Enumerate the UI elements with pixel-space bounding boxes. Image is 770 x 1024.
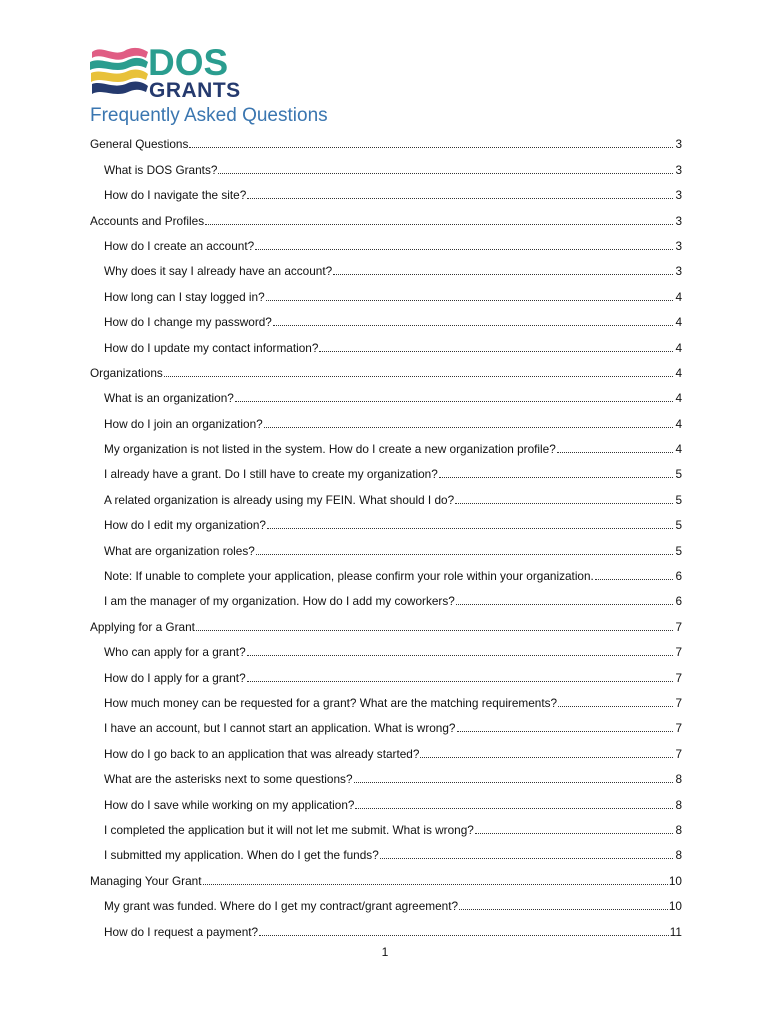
toc-question-entry[interactable] bbox=[90, 662, 682, 687]
toc-dot-leader bbox=[459, 908, 668, 910]
toc-dot-leader bbox=[380, 857, 673, 859]
toc-entry-title: Who can apply for a grant? bbox=[104, 645, 246, 660]
toc-question-entry[interactable] bbox=[90, 307, 682, 332]
toc-entry-page: 7 bbox=[675, 670, 682, 685]
toc-entry-page: 10 bbox=[668, 873, 682, 888]
toc-question-entry[interactable] bbox=[90, 561, 682, 586]
toc-question-entry[interactable] bbox=[90, 281, 682, 306]
toc-entry-page: 6 bbox=[675, 569, 682, 584]
toc-question-entry[interactable] bbox=[90, 180, 682, 205]
toc-entry-title: How do I edit my organization? bbox=[104, 518, 266, 533]
toc-entry-title: What is an organization? bbox=[104, 391, 234, 406]
toc-dot-leader bbox=[264, 426, 673, 428]
toc-entry-page: 4 bbox=[675, 340, 682, 355]
toc-dot-leader bbox=[457, 730, 674, 732]
toc-entry-title: How do I navigate the site? bbox=[104, 188, 247, 203]
toc-entry-title: What is DOS Grants? bbox=[104, 162, 218, 177]
toc-question-entry[interactable] bbox=[90, 408, 682, 433]
toc-entry-title: I am the manager of my organization. How do I add my coworkers? bbox=[104, 594, 455, 609]
dos-grants-logo bbox=[88, 42, 241, 102]
toc-entry-title: Note: If unable to complete your application, please confirm your role within your organization. bbox=[104, 569, 594, 584]
toc-question-entry[interactable] bbox=[90, 256, 682, 281]
toc-dot-leader bbox=[475, 832, 673, 834]
toc-question-entry[interactable] bbox=[90, 637, 682, 662]
logo-text-grants: GRANTS bbox=[149, 79, 241, 102]
toc-entry-page: 3 bbox=[675, 238, 682, 253]
table-of-contents bbox=[90, 129, 682, 942]
toc-dot-leader bbox=[235, 400, 673, 402]
toc-entry-title: How long can I stay logged in? bbox=[104, 289, 265, 304]
toc-entry-page: 8 bbox=[675, 822, 682, 837]
toc-dot-leader bbox=[355, 807, 673, 809]
toc-dot-leader bbox=[259, 934, 669, 936]
toc-dot-leader bbox=[420, 756, 673, 758]
toc-entry-page: 3 bbox=[675, 188, 682, 203]
toc-dot-leader bbox=[205, 223, 673, 225]
toc-entry-page: 3 bbox=[675, 264, 682, 279]
toc-entry-page: 3 bbox=[675, 213, 682, 228]
toc-dot-leader bbox=[203, 883, 668, 885]
toc-dot-leader bbox=[266, 299, 673, 301]
toc-entry-page: 4 bbox=[675, 289, 682, 304]
toc-question-entry[interactable] bbox=[90, 231, 682, 256]
toc-entry-title: How do I join an organization? bbox=[104, 416, 263, 431]
toc-dot-leader bbox=[558, 705, 673, 707]
toc-section-entry[interactable] bbox=[90, 611, 682, 636]
toc-dot-leader bbox=[189, 146, 673, 148]
toc-dot-leader bbox=[247, 654, 673, 656]
toc-entry-title: What are organization roles? bbox=[104, 543, 255, 558]
toc-question-entry[interactable] bbox=[90, 789, 682, 814]
toc-entry-title: How do I create an account? bbox=[104, 238, 255, 253]
toc-question-entry[interactable] bbox=[90, 815, 682, 840]
toc-entry-title: I submitted my application. When do I get the funds? bbox=[104, 848, 379, 863]
page-number: 1 bbox=[381, 945, 389, 959]
toc-entry-title: How do I go back to an application that was already started? bbox=[104, 746, 420, 761]
toc-dot-leader bbox=[354, 781, 673, 783]
toc-entry-page: 3 bbox=[675, 162, 682, 177]
toc-dot-leader bbox=[267, 527, 673, 529]
toc-entry-title: What are the asterisks next to some questions? bbox=[104, 772, 353, 787]
toc-dot-leader bbox=[247, 680, 673, 682]
toc-dot-leader bbox=[196, 629, 673, 631]
toc-dot-leader bbox=[456, 603, 673, 605]
toc-dot-leader bbox=[247, 197, 673, 199]
logo-text-dos: DOS bbox=[148, 42, 229, 83]
toc-entry-page: 8 bbox=[675, 772, 682, 787]
toc-dot-leader bbox=[595, 578, 673, 580]
toc-question-entry[interactable] bbox=[90, 434, 682, 459]
toc-entry-page: 5 bbox=[675, 543, 682, 558]
toc-question-entry[interactable] bbox=[90, 916, 682, 941]
toc-question-entry[interactable] bbox=[90, 510, 682, 535]
toc-dot-leader bbox=[256, 553, 673, 555]
toc-question-entry[interactable] bbox=[90, 713, 682, 738]
toc-entry-title: My grant was funded. Where do I get my contract/grant agreement? bbox=[104, 899, 459, 914]
toc-section-entry[interactable] bbox=[90, 865, 682, 890]
toc-entry-page: 7 bbox=[675, 695, 682, 710]
document-title: Frequently Asked Questions bbox=[90, 105, 328, 126]
logo-waves-icon bbox=[88, 44, 152, 102]
toc-entry-page: 3 bbox=[675, 137, 682, 152]
toc-entry-title: How do I change my password? bbox=[104, 315, 272, 330]
toc-dot-leader bbox=[557, 451, 673, 453]
toc-entry-title: I completed the application but it will not let me submit. What is wrong? bbox=[104, 822, 474, 837]
toc-section-entry[interactable] bbox=[90, 358, 682, 383]
toc-entry-title: My organization is not listed in the system. How do I create a new organization profile? bbox=[104, 442, 556, 457]
toc-entry-title: Why does it say I already have an account? bbox=[104, 264, 333, 279]
toc-entry-page: 4 bbox=[675, 442, 682, 457]
toc-question-entry[interactable] bbox=[90, 535, 682, 560]
toc-question-entry[interactable] bbox=[90, 688, 682, 713]
toc-entry-page: 5 bbox=[675, 467, 682, 482]
toc-dot-leader bbox=[218, 172, 673, 174]
toc-entry-page: 8 bbox=[675, 797, 682, 812]
toc-entry-title: How much money can be requested for a grant? What are the matching requirements? bbox=[104, 695, 558, 710]
toc-entry-page: 5 bbox=[675, 492, 682, 507]
toc-dot-leader bbox=[319, 350, 673, 352]
toc-entry-page: 7 bbox=[675, 619, 682, 634]
toc-dot-leader bbox=[333, 273, 673, 275]
toc-entry-title: How do I save while working on my application? bbox=[104, 797, 355, 812]
toc-entry-page: 4 bbox=[675, 365, 682, 380]
toc-dot-leader bbox=[255, 248, 673, 250]
toc-question-entry[interactable] bbox=[90, 459, 682, 484]
toc-entry-page: 5 bbox=[675, 518, 682, 533]
toc-entry-page: 4 bbox=[675, 315, 682, 330]
toc-question-entry[interactable] bbox=[90, 586, 682, 611]
toc-entry-title: How do I request a payment? bbox=[104, 924, 259, 939]
toc-entry-page: 10 bbox=[668, 899, 682, 914]
toc-entry-title: I already have a grant. Do I still have to create my organization? bbox=[104, 467, 438, 482]
toc-entry-title: Organizations bbox=[90, 365, 163, 380]
toc-question-entry[interactable] bbox=[90, 332, 682, 357]
toc-entry-page: 7 bbox=[675, 721, 682, 736]
toc-entry-page: 4 bbox=[675, 416, 682, 431]
toc-dot-leader bbox=[439, 476, 673, 478]
toc-entry-title: Accounts and Profiles bbox=[90, 213, 205, 228]
toc-section-entry[interactable] bbox=[90, 205, 682, 230]
toc-dot-leader bbox=[273, 324, 673, 326]
toc-entry-page: 7 bbox=[675, 645, 682, 660]
toc-question-entry[interactable] bbox=[90, 154, 682, 179]
toc-entry-title: I have an account, but I cannot start an application. What is wrong? bbox=[104, 721, 456, 736]
toc-question-entry[interactable] bbox=[90, 484, 682, 509]
toc-question-entry[interactable] bbox=[90, 891, 682, 916]
toc-entry-title: A related organization is already using my FEIN. What should I do? bbox=[104, 492, 455, 507]
toc-question-entry[interactable] bbox=[90, 764, 682, 789]
toc-section-entry[interactable] bbox=[90, 129, 682, 154]
toc-entry-page: 11 bbox=[669, 924, 682, 939]
toc-entry-title: How do I apply for a grant? bbox=[104, 670, 246, 685]
toc-entry-page: 6 bbox=[675, 594, 682, 609]
toc-entry-title: Managing Your Grant bbox=[90, 873, 202, 888]
toc-dot-leader bbox=[455, 502, 673, 504]
toc-entry-page: 7 bbox=[675, 746, 682, 761]
toc-question-entry[interactable] bbox=[90, 738, 682, 763]
toc-question-entry[interactable] bbox=[90, 383, 682, 408]
toc-dot-leader bbox=[164, 375, 673, 377]
toc-entry-page: 8 bbox=[675, 848, 682, 863]
toc-entry-title: Applying for a Grant bbox=[90, 619, 195, 634]
toc-question-entry[interactable] bbox=[90, 840, 682, 865]
toc-entry-title: How do I update my contact information? bbox=[104, 340, 319, 355]
toc-entry-page: 4 bbox=[675, 391, 682, 406]
toc-entry-title: General Questions bbox=[90, 137, 189, 152]
